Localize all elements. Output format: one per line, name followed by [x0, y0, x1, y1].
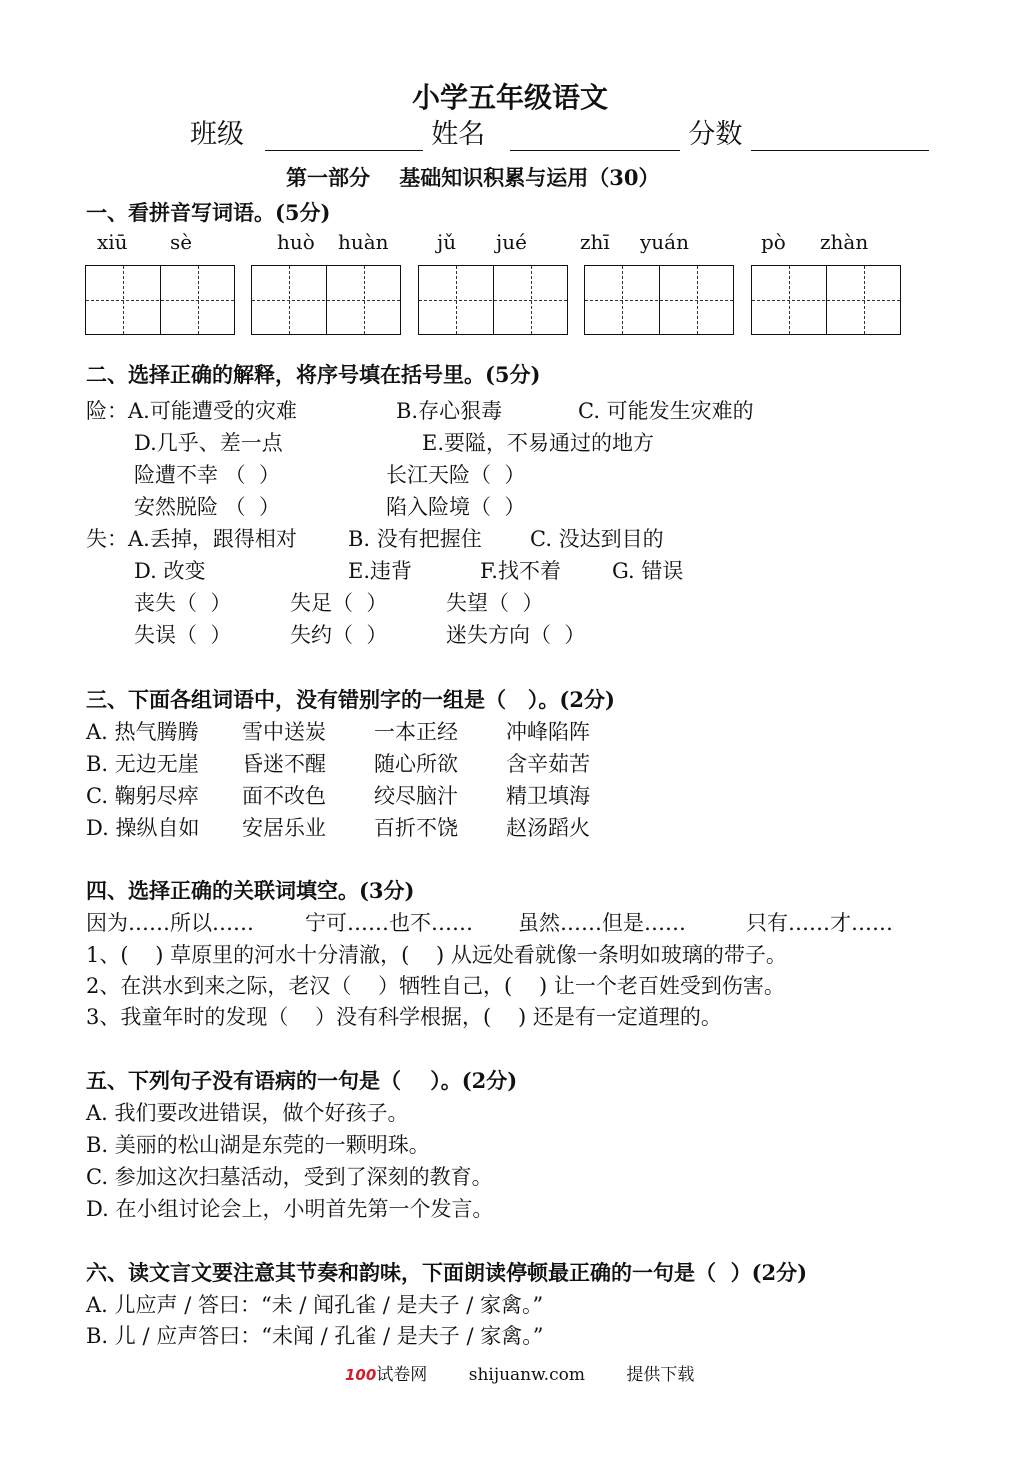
shi-def-g: G. 错误: [612, 559, 684, 583]
q3-row-c-4: 精卫填海: [506, 784, 590, 808]
q4-option-1: 因为……所以……: [86, 911, 254, 935]
part-heading: 第一部分 基础知识积累与运用（30）: [286, 165, 660, 190]
q3-row-d-1: D. 操纵自如: [86, 816, 200, 840]
q6-option-a: A. 儿应声 / 答曰：“未 / 闻孔雀 / 是夫子 / 家禽。”: [86, 1293, 544, 1317]
q5-heading: 五、下列句子没有语病的一句是（ ）。(2分): [86, 1068, 518, 1093]
pinyin-2a: huò: [277, 230, 315, 254]
pinyin-1b: sè: [170, 230, 193, 254]
page-title: 小学五年级语文: [412, 81, 609, 114]
download-note: 提供下载: [626, 1365, 695, 1385]
footer: [345, 1360, 694, 1385]
q5-option-d: D. 在小组讨论会上，小明首先第一个发言。: [86, 1197, 494, 1221]
pinyin-3b: jué: [496, 230, 527, 254]
site-url[interactable]: shijuanw.com: [468, 1365, 585, 1385]
q3-row-d-2: 安居乐业: [242, 816, 326, 840]
shi-def-d: D. 改变: [134, 559, 206, 583]
q3-heading: 三、下面各组词语中，没有错别字的一组是（ ）。(2分): [86, 687, 615, 712]
writing-grid-5[interactable]: [751, 265, 901, 335]
writing-grid-4[interactable]: [584, 265, 734, 335]
pinyin-4a: zhī: [580, 230, 610, 254]
shi-def-f: F.找不着: [480, 559, 561, 583]
pinyin-1a: xiū: [97, 230, 128, 254]
xian-def-b: B.存心狠毒: [396, 399, 503, 423]
writing-grid-3[interactable]: [418, 265, 568, 335]
shi-def-b: B. 没有把握住: [348, 527, 482, 551]
q1-heading: 一、看拼音写词语。(5分): [86, 200, 331, 225]
q6-option-b: B. 儿 / 应声答曰：“未闻 / 孔雀 / 是夫子 / 家禽。”: [86, 1324, 544, 1348]
pinyin-5b: zhàn: [820, 230, 869, 254]
q3-row-b-4: 含辛茹苦: [506, 752, 590, 776]
site-logo: 100: [345, 1366, 377, 1384]
q4-sentence-3: 3、我童年时的发现（ ）没有科学根据，( ) 还是有一定道理的。: [86, 1005, 722, 1029]
xian-word-4: 陷入险境（ ）: [386, 495, 526, 519]
q5-option-a: A. 我们要改进错误，做个好孩子。: [86, 1101, 409, 1125]
pinyin-5a: pò: [761, 230, 786, 254]
pinyin-4b: yuán: [640, 230, 689, 254]
class-field[interactable]: [265, 124, 423, 151]
q6-heading: 六、读文言文要注意其节奏和韵味，下面朗读停顿最正确的一句是（ ）(2分): [86, 1260, 808, 1285]
writing-grid-1[interactable]: [85, 265, 235, 335]
q4-option-2: 宁可……也不……: [305, 911, 473, 935]
pinyin-3a: jǔ: [437, 230, 457, 254]
q3-row-c-3: 绞尽脑汁: [374, 784, 458, 808]
q3-row-d-3: 百折不饶: [374, 816, 458, 840]
shi-word-1: 丧失（ ）: [134, 591, 232, 615]
xian-def-d: D.几乎、差一点: [134, 431, 283, 455]
q4-heading: 四、选择正确的关联词填空。(3分): [86, 878, 415, 903]
xian-def-c: C. 可能发生灾难的: [578, 399, 754, 423]
q3-row-b-1: B. 无边无崖: [86, 752, 199, 776]
q3-row-b-3: 随心所欲: [374, 752, 458, 776]
class-label: 班级: [190, 119, 244, 150]
xian-def-e: E.要隘，不易通过的地方: [422, 431, 655, 455]
q3-row-c-2: 面不改色: [242, 784, 326, 808]
name-label: 姓名: [431, 119, 486, 150]
q3-row-d-4: 赵汤蹈火: [506, 816, 590, 840]
shi-word-6: 迷失方向（ ）: [446, 623, 586, 647]
shi-word-4: 失误（ ）: [134, 623, 232, 647]
name-field[interactable]: [510, 124, 680, 151]
shi-word-2: 失足（ ）: [290, 591, 388, 615]
q3-row-a-4: 冲峰陷阵: [506, 720, 590, 744]
shi-def-c: C. 没达到目的: [530, 527, 664, 551]
q4-sentence-1: 1、( ) 草原里的河水十分清澈，( ) 从远处看就像一条明如玻璃的带子。: [86, 943, 787, 967]
info-line: [190, 112, 929, 151]
xian-word-1: 险遭不幸 （ ）: [134, 463, 281, 487]
shi-def-e: E.违背: [348, 559, 413, 583]
q4-option-4: 只有……才……: [746, 911, 893, 935]
xian-word-3: 安然脱险 （ ）: [134, 495, 281, 519]
shi-word-3: 失望（ ）: [446, 591, 544, 615]
q3-row-b-2: 昏迷不醒: [242, 752, 326, 776]
pinyin-2b: huàn: [338, 230, 389, 254]
shi-word-5: 失约（ ）: [290, 623, 388, 647]
q3-row-a-2: 雪中送炭: [242, 720, 326, 744]
q4-option-3: 虽然……但是……: [518, 911, 686, 935]
score-field[interactable]: [751, 124, 929, 151]
q5-option-b: B. 美丽的松山湖是东莞的一颗明珠。: [86, 1133, 430, 1157]
score-label: 分数: [688, 119, 743, 150]
xian-word-2: 长江天险（ ）: [386, 463, 526, 487]
site-name: 试卷网: [376, 1365, 428, 1385]
writing-grid-2[interactable]: [251, 265, 401, 335]
q3-row-c-1: C. 鞠躬尽瘁: [86, 784, 199, 808]
q5-option-c: C. 参加这次扫墓活动，受到了深刻的教育。: [86, 1165, 493, 1189]
q3-row-a-3: 一本正经: [374, 720, 458, 744]
q4-sentence-2: 2、在洪水到来之际，老汉（ ）牺牲自己，( ) 让一个老百姓受到伤害。: [86, 974, 785, 998]
xian-def-a: 险：A.可能遭受的灾难: [86, 399, 297, 423]
q3-row-a-1: A. 热气腾腾: [86, 720, 199, 744]
q2-heading: 二、选择正确的解释，将序号填在括号里。(5分): [86, 362, 541, 387]
shi-def-a: 失：A.丢掉，跟得相对: [86, 527, 297, 551]
